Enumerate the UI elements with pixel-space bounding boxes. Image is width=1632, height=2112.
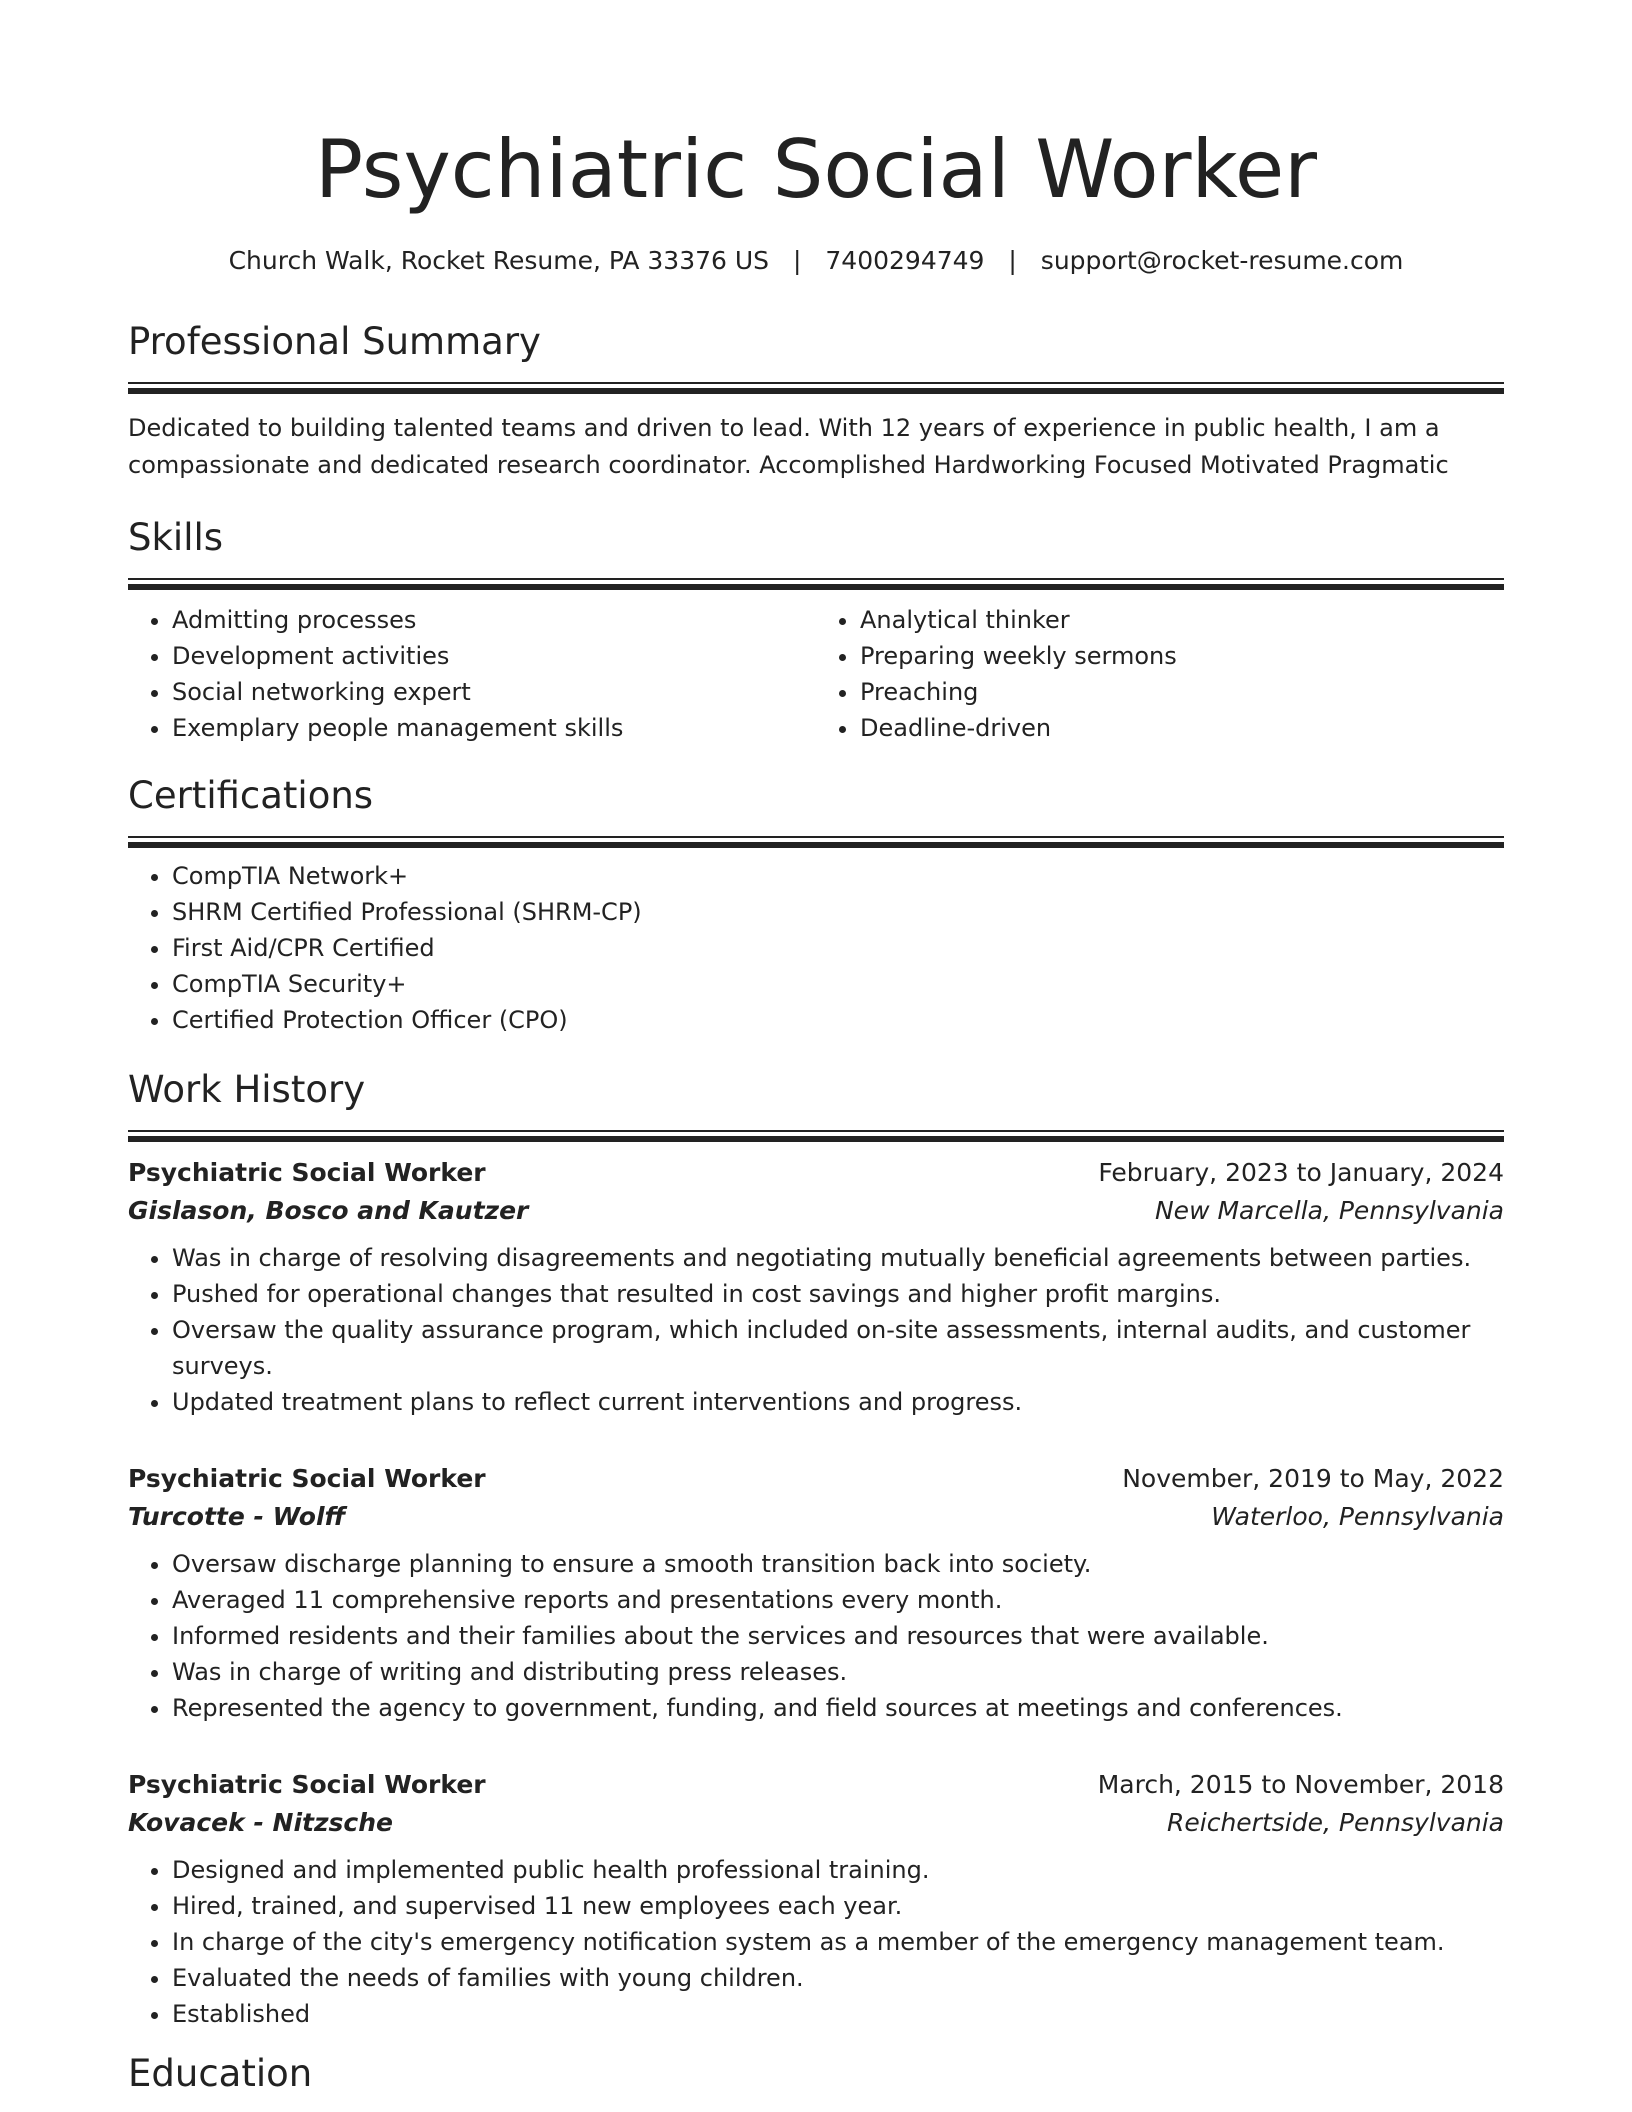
skills-section xyxy=(128,514,1504,746)
job-bullet: • Represented the agency to government, funding, and field sources at meetings and conferences. xyxy=(172,1690,1504,1726)
certification-item: • Certified Protection Officer (CPO) xyxy=(172,1002,1504,1038)
job-company-row xyxy=(128,1804,1504,1842)
job-dates: March, 2015 to November, 2018 xyxy=(1097,1770,1504,1799)
section-divider xyxy=(128,836,1504,846)
contact-email: support@rocket-resume.com xyxy=(1040,246,1404,275)
section-title-skills: Skills xyxy=(128,516,224,559)
job-bullet: • Designed and implemented public health professional training. xyxy=(172,1852,1504,1888)
job-bullet: • Averaged 11 comprehensive reports and presentations every month. xyxy=(172,1582,1504,1618)
job-company: Gislason, Bosco and Kautzer xyxy=(128,1196,529,1225)
job-bullets xyxy=(128,1546,1504,1726)
job-bullet: • Pushed for operational changes that resulted in cost savings and higher profit margins. xyxy=(172,1276,1504,1312)
job-company: Turcotte - Wolff xyxy=(128,1502,346,1531)
job-company: Kovacek - Nitzsche xyxy=(128,1808,393,1837)
section-title-work-history: Work History xyxy=(128,1068,366,1111)
summary-text: Dedicated to building talented teams and driven to lead. With 12 years of experience in public health, I am a compassionate and dedicated research coordinator. Accomplished Hardworking Focused Motivated Pragmatic xyxy=(128,414,1449,479)
job-dates: November, 2019 to May, 2022 xyxy=(1122,1464,1504,1493)
job-title-row xyxy=(128,1460,1504,1498)
skill-item: • Preaching xyxy=(860,674,1504,710)
job-bullet: • In charge of the city's emergency notification system as a member of the emergency management team. xyxy=(172,1924,1504,1960)
certification-item: • SHRM Certified Professional (SHRM-CP) xyxy=(172,894,1504,930)
job-bullets xyxy=(128,1852,1504,2032)
contact-address: Church Walk, Rocket Resume, PA 33376 US xyxy=(228,246,770,275)
job-title: Psychiatric Social Worker xyxy=(128,1464,486,1493)
certification-item: • CompTIA Network+ xyxy=(172,858,1504,894)
section-title-summary: Professional Summary xyxy=(128,320,541,363)
candidate-name: Psychiatric Social Worker xyxy=(314,123,1318,216)
job-bullet: • Oversaw discharge planning to ensure a smooth transition back into society. xyxy=(172,1546,1504,1582)
certification-item: • First Aid/CPR Certified xyxy=(172,930,1504,966)
certifications-section xyxy=(128,772,1504,1038)
resume-content xyxy=(128,318,1504,2098)
certifications-list xyxy=(128,858,1504,1038)
job-dates: February, 2023 to January, 2024 xyxy=(1098,1158,1504,1187)
certification-item: • CompTIA Security+ xyxy=(172,966,1504,1002)
job-bullet: • Hired, trained, and supervised 11 new employees each year. xyxy=(172,1888,1504,1924)
section-title-certifications: Certifications xyxy=(128,774,374,817)
skill-item: • Deadline-driven xyxy=(860,710,1504,746)
job-bullet: • Informed residents and their families about the services and resources that were available. xyxy=(172,1618,1504,1654)
job-bullets xyxy=(128,1240,1504,1420)
skills-columns xyxy=(128,602,1504,746)
job-bullet: • Established xyxy=(172,1996,1504,2032)
section-divider xyxy=(128,1130,1504,1140)
skills-list-right xyxy=(816,602,1504,746)
skill-item: • Development activities xyxy=(172,638,816,674)
job-bullet: • Was in charge of writing and distributing press releases. xyxy=(172,1654,1504,1690)
skill-item: • Admitting processes xyxy=(172,602,816,638)
section-divider xyxy=(128,578,1504,588)
skill-item: • Social networking expert xyxy=(172,674,816,710)
job-bullet: • Evaluated the needs of families with young children. xyxy=(172,1960,1504,1996)
job-entry xyxy=(128,1460,1504,1726)
job-location: New Marcella, Pennsylvania xyxy=(1154,1196,1504,1225)
job-title-row xyxy=(128,1154,1504,1192)
summary-section xyxy=(128,318,1504,484)
job-title: Psychiatric Social Worker xyxy=(128,1158,486,1187)
job-bullet: • Was in charge of resolving disagreements and negotiating mutually beneficial agreements between parties. xyxy=(172,1240,1504,1276)
work-history-section xyxy=(128,1066,1504,2032)
job-entry xyxy=(128,1154,1504,1420)
resume-header xyxy=(0,118,1632,278)
job-title: Psychiatric Social Worker xyxy=(128,1770,486,1799)
job-company-row xyxy=(128,1192,1504,1230)
job-location: Reichertside, Pennsylvania xyxy=(1167,1808,1504,1837)
contact-separator: | xyxy=(1008,246,1017,275)
job-list xyxy=(128,1154,1504,2032)
job-company-row xyxy=(128,1498,1504,1536)
section-title-education: Education xyxy=(128,2052,313,2095)
job-location: Waterloo, Pennsylvania xyxy=(1211,1502,1504,1531)
skill-item: • Analytical thinker xyxy=(860,602,1504,638)
section-divider xyxy=(128,382,1504,392)
education-section xyxy=(128,2050,1504,2098)
skill-item: • Exemplary people management skills xyxy=(172,710,816,746)
contact-phone: 7400294749 xyxy=(825,246,985,275)
job-bullet: • Oversaw the quality assurance program, which included on-site assessments, internal audits, and customer surveys. xyxy=(172,1312,1504,1384)
contact-separator: | xyxy=(793,246,802,275)
skills-list-left xyxy=(128,602,816,746)
job-title-row xyxy=(128,1766,1504,1804)
job-bullet: • Updated treatment plans to reflect current interventions and progress. xyxy=(172,1384,1504,1420)
contact-line xyxy=(0,244,1632,278)
job-entry xyxy=(128,1766,1504,2032)
skill-item: • Preparing weekly sermons xyxy=(860,638,1504,674)
